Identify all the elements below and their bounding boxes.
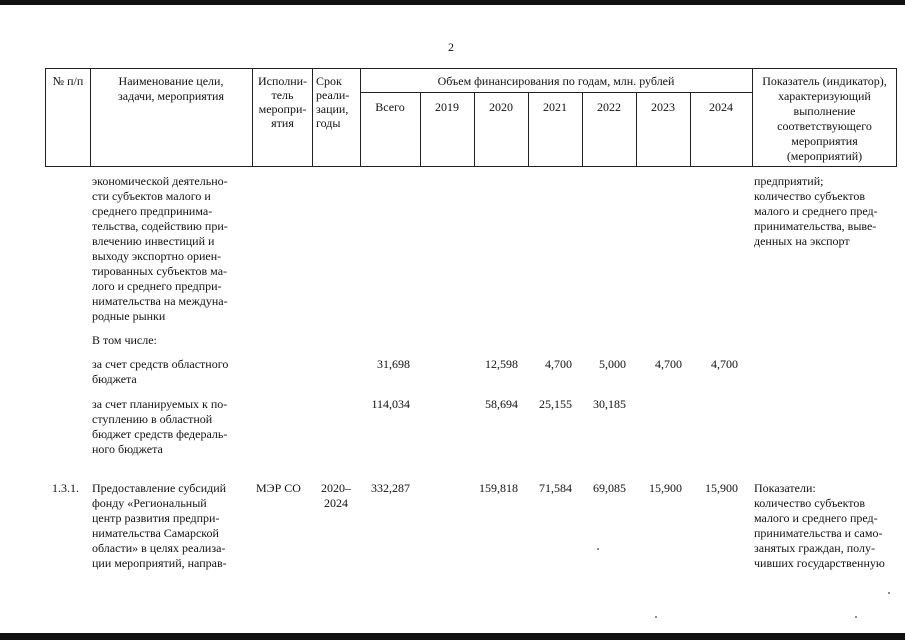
- item-131-term: 2020– 2024: [321, 481, 351, 510]
- header-col-term: Срок реали- зации, годы: [316, 74, 350, 130]
- header-top-line: [45, 68, 897, 69]
- header-col-total: Всего: [375, 100, 405, 114]
- regional-2020: 12,598: [485, 357, 518, 371]
- federal-2022: 30,185: [593, 397, 626, 411]
- col-line-3: [312, 68, 313, 167]
- item-131-2022: 69,085: [593, 481, 626, 495]
- federal-total: 114,034: [371, 397, 410, 411]
- federal-2021: 25,155: [539, 397, 572, 411]
- header-col-financing: Объем финансирования по годам, млн. рублей: [437, 74, 675, 88]
- including-label: В том числе:: [92, 333, 157, 347]
- header-year-2024: 2024: [709, 100, 733, 114]
- federal-2020: 58,694: [485, 397, 518, 411]
- scan-speck: [655, 616, 657, 618]
- header-bottom-line: [45, 166, 897, 167]
- item-131-executor: МЭР СО: [256, 481, 301, 495]
- header-year-2021: 2021: [543, 100, 567, 114]
- continuation-name-cell: экономической деятельно- сти субъектов малого и среднего предпринима- тельства, содействию при- влечению инвестиций и выходу экспортно ориен- тированных субъектов ма- лого и среднего предпри- нимательства на междуна- родные рынки: [92, 174, 228, 323]
- header-col-num: № п/п: [52, 74, 84, 88]
- regional-2021: 4,700: [545, 357, 572, 371]
- bottom-border: [0, 633, 905, 640]
- item-131-2020: 159,818: [479, 481, 518, 495]
- header-year-2022: 2022: [597, 100, 621, 114]
- header-year-2023: 2023: [651, 100, 675, 114]
- col-line-12: [896, 68, 897, 167]
- item-131-number: 1.3.1.: [52, 481, 79, 495]
- header-col-indicator: Показатель (индикатор), характеризующий выполнение соответствующего мероприятия (мероприятий): [762, 74, 887, 163]
- scan-speck: [888, 592, 890, 594]
- continuation-indicator-cell: предприятий; количество субъектов малого и среднего пред- принимательства, выве- денных на экспорт: [754, 174, 878, 248]
- scan-speck: [855, 616, 857, 618]
- regional-2024: 4,700: [711, 357, 738, 371]
- header-col-executor: Исполни- тель меропри- ятия: [257, 74, 308, 130]
- page-number: 2: [448, 40, 454, 54]
- item-131-total: 332,287: [371, 481, 410, 495]
- regional-2023: 4,700: [655, 357, 682, 371]
- col-line-1: [90, 68, 91, 167]
- item-131-2023: 15,900: [649, 481, 682, 495]
- financing-subheader-line: [360, 92, 752, 93]
- header-col-name: Наименование цели, задачи, мероприятия: [118, 74, 224, 103]
- federal-budget-name: за счет планируемых к по- ступлению в областной бюджет средств федераль- ного бюджета: [92, 397, 228, 456]
- item-131-2021: 71,584: [539, 481, 572, 495]
- item-131-2024: 15,900: [705, 481, 738, 495]
- header-year-2019: 2019: [435, 100, 459, 114]
- header-year-2020: 2020: [489, 100, 513, 114]
- regional-total: 31,698: [377, 357, 410, 371]
- scan-speck: [597, 548, 599, 550]
- top-border: [0, 0, 905, 5]
- regional-budget-name: за счет средств областного бюджета: [92, 357, 229, 386]
- item-131-indicator: Показатели: количество субъектов малого и среднего пред- принимательства и само- занятых граждан, полу- чивших государственную: [754, 481, 885, 570]
- regional-2022: 5,000: [599, 357, 626, 371]
- item-131-name: Предоставление субсидий фонду «Региональный центр развития предпри- нимательства Самарской области» в целях реализа- ции мероприятий, направ-: [92, 481, 227, 570]
